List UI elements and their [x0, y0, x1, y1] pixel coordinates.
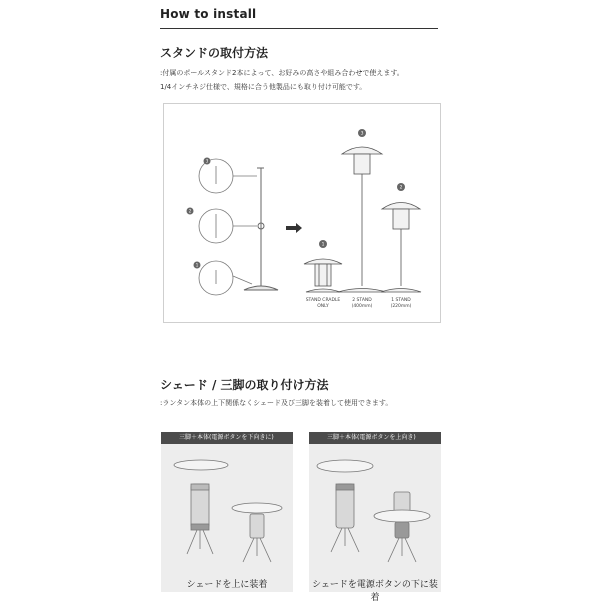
stand-description-line-2: 1/4インチネジ仕様で、規格に合う他製品にも取り付け可能です。 [160, 83, 367, 91]
lantern-cradle-only [304, 259, 342, 292]
shade-box-right [309, 432, 441, 603]
title-divider [160, 28, 438, 29]
exploded-stand [244, 168, 278, 290]
label-number-3: 3 [360, 131, 364, 137]
shade-box-left [161, 432, 293, 592]
stand-diagram-panel [163, 103, 441, 323]
lantern-2-stand [338, 147, 386, 292]
label-stand-cradle-line1: STAND CRADLE [305, 298, 341, 303]
stand-description-line-1: :付属のポールスタンド2本によって、お好みの高さや組み合わせで使えます。 [160, 69, 404, 77]
shade-left-illustration [161, 444, 293, 574]
shade-box-right-header: 三脚＋本体(電源ボタンを上向き) [309, 432, 441, 444]
label-2-stand-line2: (400mm) [351, 303, 373, 309]
shade-section-heading: シェード / 三脚の取り付け方法 [160, 378, 329, 392]
shade-right-illustration [309, 444, 441, 574]
shade-box-left-panel [161, 444, 293, 592]
stand-diagram [164, 104, 440, 322]
label-number-1: 1 [321, 242, 325, 248]
step-number-2: 2 [188, 208, 192, 214]
arrow-icon [286, 223, 302, 233]
label-1-stand-line1: 1 STAND [391, 298, 411, 303]
step-number-1: 1 [195, 262, 199, 268]
shade-box-right-caption: シェードを電源ボタンの下に装着 [312, 580, 438, 603]
step-number-3: 3 [205, 158, 209, 164]
label-2-stand-line1: 2 STAND [352, 298, 372, 303]
lantern-1-stand [381, 203, 421, 293]
shade-description-line-1: :ランタン本体の上下関係なくシェード及び三脚を装着して使用できます。 [160, 399, 393, 407]
label-1-stand [377, 298, 425, 309]
shade-box-left-header: 三脚＋本体(電源ボタンを下向きに) [161, 432, 293, 444]
stand-section-heading: スタンドの取付方法 [160, 46, 269, 60]
label-number-2: 2 [399, 185, 403, 191]
shade-box-right-panel [309, 444, 441, 603]
label-stand-cradle-line2: ONLY [317, 303, 329, 309]
shade-box-left-caption: シェードを上に装着 [186, 580, 268, 590]
label-1-stand-line2: (220mm) [390, 303, 412, 309]
page-title: How to install [160, 7, 257, 21]
